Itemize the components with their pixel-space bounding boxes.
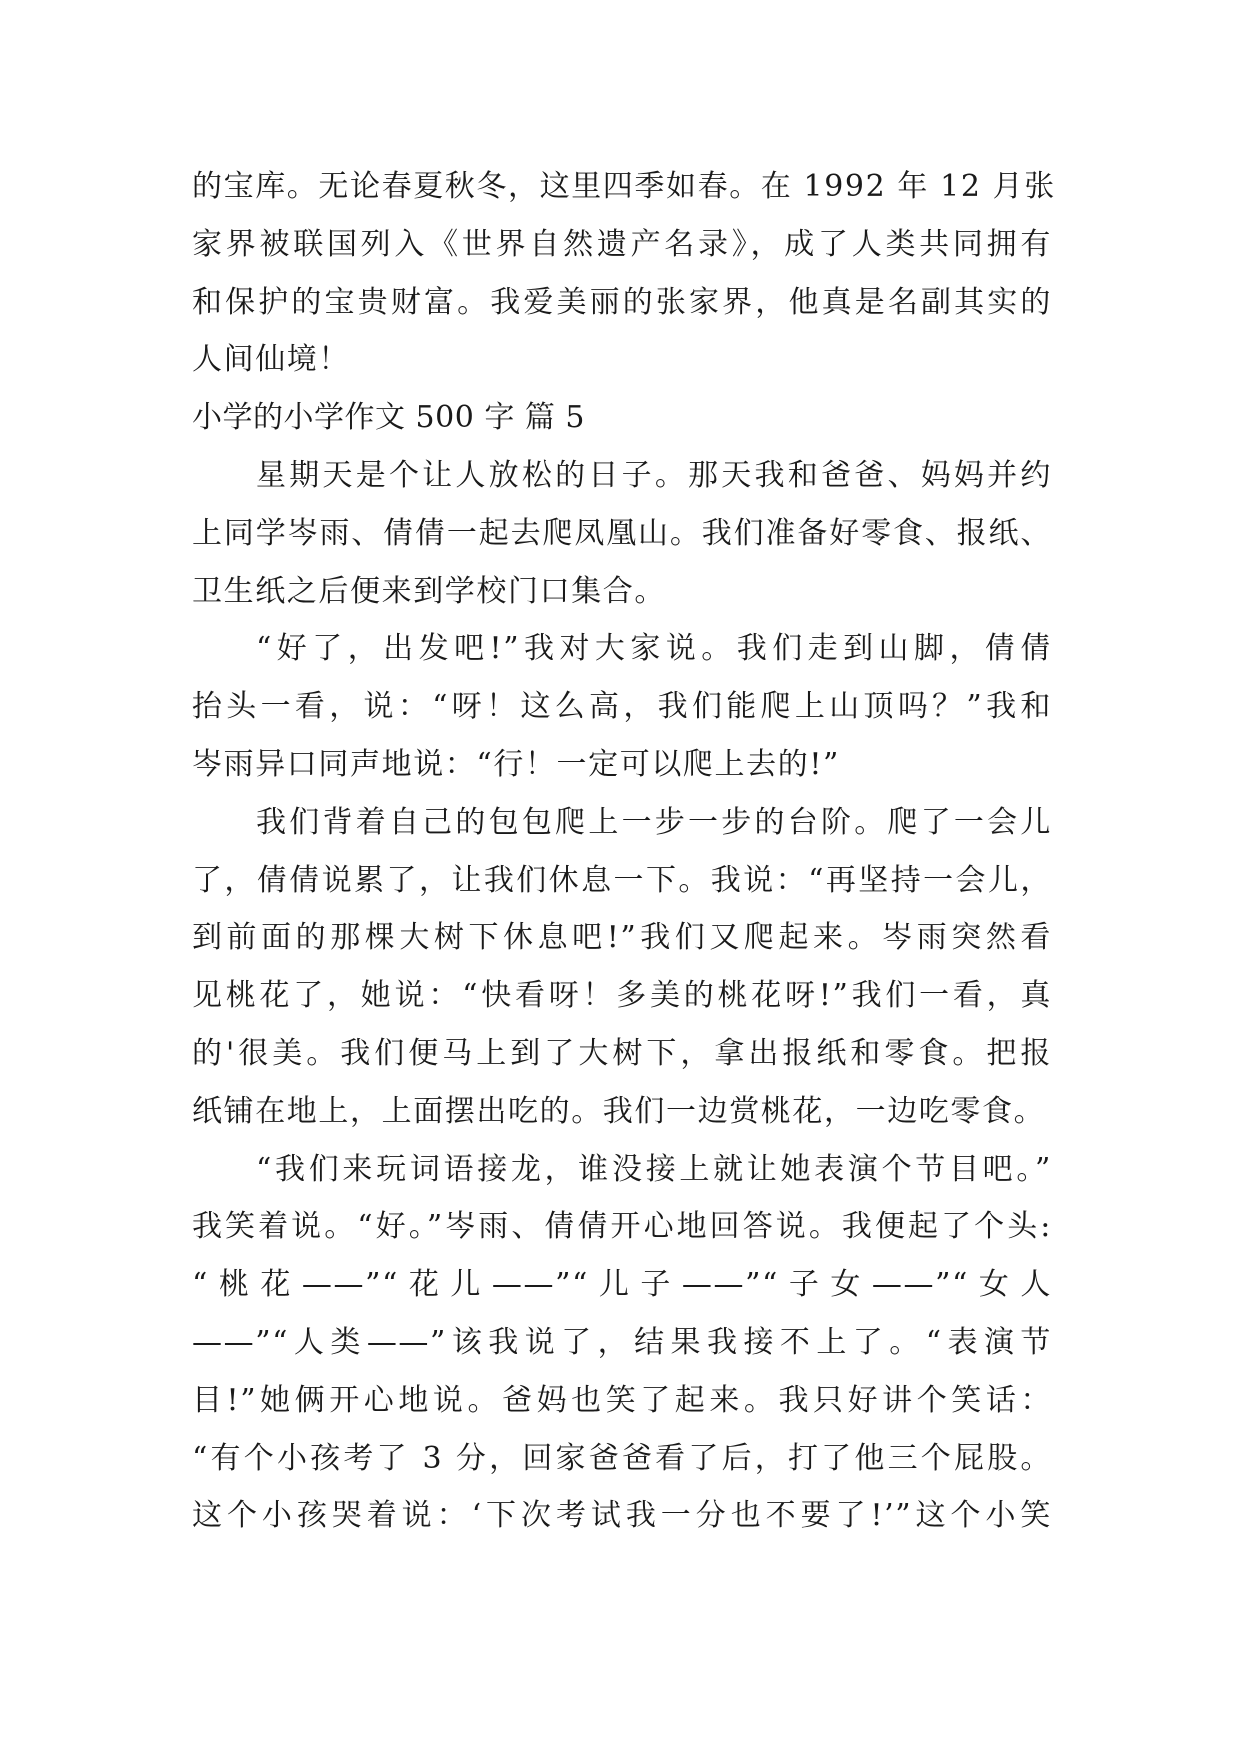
text-line: 卫生纸之后便来到学校门口集合。 [192, 574, 666, 609]
text-line: “我们来玩词语接龙，谁没接上就让她表演个节目吧。” [256, 1152, 1052, 1187]
text-line: 家界被联国列入《世界自然遗产名录》，成了人类共同拥有 [192, 227, 1052, 262]
section-title: 小学的小学作文 500 字 篇 5 [192, 400, 585, 435]
text-line: “桃花——”“花儿——”“儿子——”“子女——”“女人 [192, 1267, 1052, 1302]
text-line: 我笑着说。“好。”岑雨、倩倩开心地回答说。我便起了个头: [192, 1209, 1052, 1244]
text-line: 抬头一看，说：“呀！这么高，我们能爬上山顶吗？”我和 [192, 689, 1052, 724]
text-line: 星期天是个让人放松的日子。那天我和爸爸、妈妈并约 [256, 458, 1052, 493]
text-line: 人间仙境！ [192, 342, 350, 377]
text-line: “好了，出发吧!”我对大家说。我们走到山脚，倩倩 [256, 631, 1052, 666]
text-line: 纸铺在地上，上面摆出吃的。我们一边赏桃花，一边吃零食。 [192, 1094, 1046, 1129]
text-line: 到前面的那棵大树下休息吧!”我们又爬起来。岑雨突然看 [192, 920, 1052, 955]
text-line: 我们背着自己的包包爬上一步一步的台阶。爬了一会儿 [256, 805, 1052, 840]
text-line: 和保护的宝贵财富。我爱美丽的张家界，他真是名副其实的 [192, 285, 1052, 320]
text-line: 的'很美。我们便马上到了大树下，拿出报纸和零食。把报 [192, 1036, 1052, 1071]
text-line: 见桃花了，她说：“快看呀！多美的桃花呀!”我们一看，真 [192, 978, 1052, 1013]
text-line: 的宝库。无论春夏秋冬，这里四季如春。在 1992 年 12 月张 [192, 169, 1056, 204]
text-line: 了，倩倩说累了，让我们休息一下。我说：“再坚持一会儿， [192, 863, 1052, 898]
text-line: 目!”她俩开心地说。爸妈也笑了起来。我只好讲个笑话： [192, 1383, 1052, 1418]
text-line: 上同学岑雨、倩倩一起去爬凤凰山。我们准备好零食、报纸、 [192, 516, 1052, 551]
text-line: 这个小孩哭着说：‘下次考试我一分也不要了!’”这个小笑 [192, 1498, 1052, 1533]
text-line: ——”“人类——”该我说了，结果我接不上了。“表演节 [192, 1325, 1052, 1360]
text-line: “有个小孩考了 3 分，回家爸爸看了后，打了他三个屁股。 [192, 1441, 1052, 1476]
text-line: 岑雨异口同声地说：“行！一定可以爬上去的!” [192, 747, 840, 782]
